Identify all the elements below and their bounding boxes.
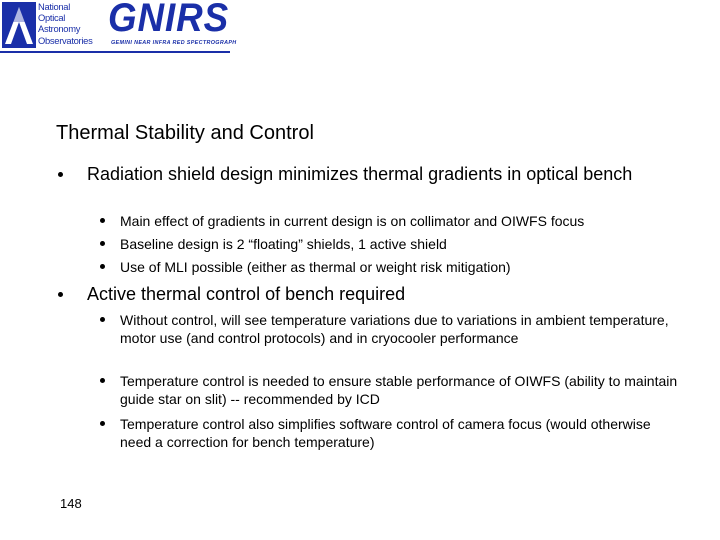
bullet-item <box>58 164 667 185</box>
bullet-item <box>58 284 667 305</box>
gnirs-logo-subtitle: GEMINI NEAR INFRA RED SPECTROGRAPH <box>111 40 237 46</box>
sub-bullet-item <box>100 415 680 451</box>
bullet-icon <box>58 172 63 177</box>
sub-bullet-item <box>100 372 680 408</box>
sub-bullet-item <box>100 235 680 253</box>
sub-bullet-item <box>100 311 680 347</box>
sub-bullet-text: Use of MLI possible (either as thermal or weight risk mitigation) <box>120 259 511 275</box>
bullet-icon <box>100 378 105 383</box>
noao-line: Optical <box>38 12 66 24</box>
bullet-text: Radiation shield design minimizes thermal gradients in optical bench <box>87 164 633 184</box>
noao-wordmark <box>38 1 104 46</box>
sub-bullet-text: Temperature control also simplifies software control of camera focus (would otherwise need a correction for bench temperature) <box>120 416 651 450</box>
bullet-icon <box>100 241 105 246</box>
header <box>0 0 237 54</box>
bullet-icon <box>100 317 105 322</box>
sub-bullet-text: Baseline design is 2 “floating” shields, 1 active shield <box>120 236 447 252</box>
bullet-icon <box>100 218 105 223</box>
noao-logo <box>2 2 36 48</box>
sub-bullet-text: Main effect of gradients in current design is on collimator and OIWFS focus <box>120 213 585 229</box>
noao-line: Observatories <box>38 34 93 46</box>
page-number: 148 <box>60 496 82 511</box>
noao-line: National <box>38 1 70 12</box>
bullet-icon <box>100 264 105 269</box>
gnirs-logo-title: GNIRS <box>108 0 230 40</box>
sub-bullet-item <box>100 212 680 230</box>
bullet-icon <box>100 421 105 426</box>
sub-bullet-item <box>100 258 680 276</box>
bullet-icon <box>58 292 63 297</box>
sub-bullet-text: Temperature control is needed to ensure stable performance of OIWFS (ability to maintain guide star on slit) -- recommended by ICD <box>120 373 678 407</box>
sub-bullet-text: Without control, will see temperature variations due to variations in ambient temperature, motor use (and control protocols) and in cryocooler performance <box>120 312 669 346</box>
bullet-text: Active thermal control of bench required <box>87 284 406 304</box>
header-rule <box>0 51 230 53</box>
slide-title: Thermal Stability and Control <box>56 122 314 144</box>
noao-line: Astronomy <box>38 23 81 35</box>
